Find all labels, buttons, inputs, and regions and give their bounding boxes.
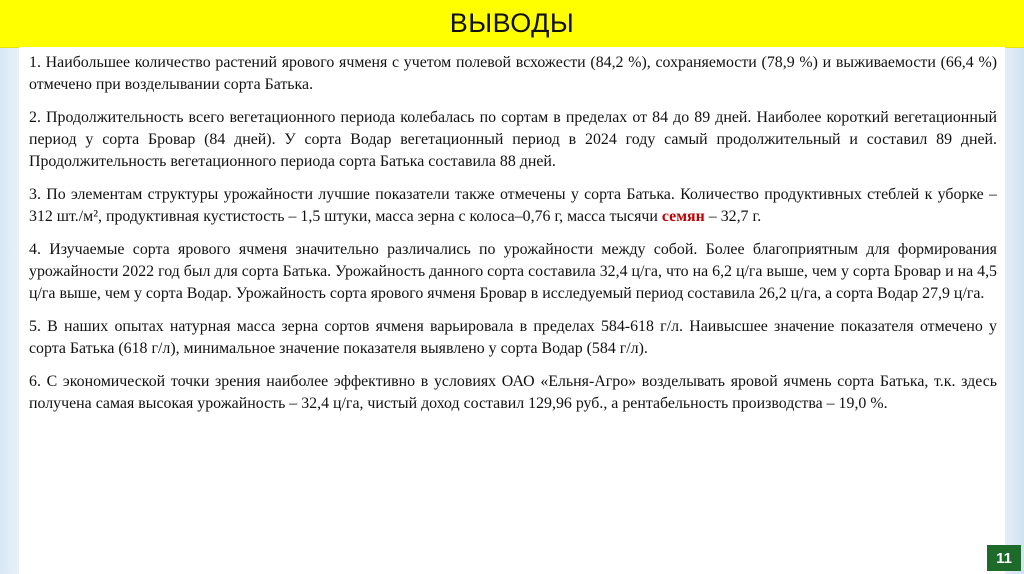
page-number-badge: 11 (987, 545, 1021, 571)
highlighted-word: семян (661, 208, 705, 225)
conclusion-6: 6. С экономической точки зрения наиболее эффективно в условиях ОАО «Ельня-Агро» возделывать яровой ячмень сорта Батька, т.к. здесь получена самая высокая урожайность – 32,4 ц/га, чистый доход составил 129,96 руб., а рентабельность производства – 19,0 %. (29, 373, 997, 412)
conclusion-4: 4. Изучаемые сорта ярового ячменя значительно различались по урожайности между собой. Более благоприятным для формирования урожайности 2022 год был для сорта Батька. Урожайность данного сорта составила 32,4 ц/га, что на 6,2 ц/га выше, чем у сорта Бровар и на 4,5 ц/га выше, чем у сорта Водар. Урожайность сорта ярового ячменя Бровар в исследуемый период составила 26,2 ц/га, а сорта Водар 27,9 ц/га. (29, 241, 997, 302)
conclusion-3 (29, 184, 997, 228)
conclusion-1: 1. Наибольшее количество растений ярового ячменя с учетом полевой всхожести (84,2 %), сохраняемости (78,9 %) и выживаемости (66,4 %) отмечено при возделывании сорта Батька. (29, 54, 997, 93)
conclusion-3-text-end: – 32,7 г. (704, 208, 762, 225)
slide-title: ВЫВОДЫ (449, 8, 575, 38)
conclusions-panel (19, 47, 1005, 574)
slide-header (0, 0, 1024, 48)
conclusion-3-text-start: 3. По элементам структуры урожайности лучшие показатели также отмечены у сорта Батька. Количество продуктивных стеблей к уборке –312 шт./м², продуктивная кустистость – 1,5 штуки, масса зерна с колоса–0,76 г, масса тысячи (29, 186, 997, 225)
conclusion-2: 2. Продолжительность всего вегетационного периода колебалась по сортам в пределах от 84 до 89 дней. Наиболее короткий вегетационный период у сорта Бровар (84 дней). У сорта Водар вегетационный период в 2024 году самый продолжительный и составил 89 дней. Продолжительность вегетационного периода сорта Батька составила 88 дней. (29, 109, 997, 170)
conclusion-5: 5. В наших опытах натурная масса зерна сортов ячменя варьировала в пределах 584-618 г/л. Наивысшее значение показателя отмечено у сорта Батька (618 г/л), минимальное значение показателя выявлено у сорта Водар (584 г/л). (29, 318, 997, 357)
